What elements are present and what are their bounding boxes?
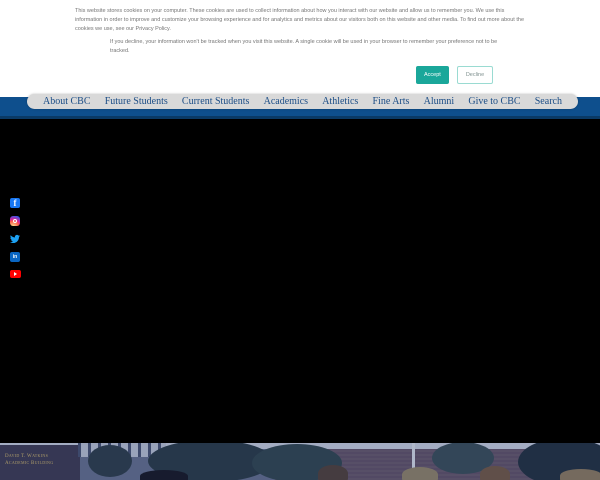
decline-button[interactable]: Decline <box>457 66 493 84</box>
building-sign-line1: David T. Watkins <box>5 454 49 459</box>
nav-item-current-students[interactable]: Current Students <box>181 96 250 107</box>
facebook-icon[interactable] <box>10 198 20 208</box>
social-media-rail <box>10 198 21 278</box>
nav-item-give-to-cbc[interactable]: Give to CBC <box>468 96 521 107</box>
linkedin-glyph: in <box>12 254 18 260</box>
twitter-icon[interactable] <box>10 234 20 244</box>
nav-item-athletics[interactable]: Athletics <box>322 96 359 107</box>
nav-item-academics[interactable]: Academics <box>263 96 309 107</box>
cookie-decline-note: If you decline, your information won't be tracked when you visit this website. A single cookie will be used in your browser to remember your preference not to be tracked. <box>110 39 498 54</box>
photo-blue-tint-overlay <box>0 443 600 480</box>
page-content-area <box>0 122 600 443</box>
building-sign-line2: Academic Building <box>5 461 54 466</box>
campus-photo <box>0 443 600 480</box>
accept-button[interactable]: Accept <box>416 66 449 84</box>
nav-item-alumni[interactable]: Alumni <box>423 96 455 107</box>
instagram-icon[interactable] <box>10 216 20 226</box>
nav-item-about-cbc[interactable]: About CBC <box>43 96 91 107</box>
main-navbar <box>0 97 600 119</box>
nav-item-search[interactable]: Search <box>534 96 562 107</box>
nav-item-future-students[interactable]: Future Students <box>104 96 168 107</box>
nav-menu-pill <box>27 94 578 109</box>
cookie-message: This website stores cookies on your computer. These cookies are used to collect information about how you interact with our website and allow us to remember you. We use this information in order to improve and customize your browsing experience and for analytics and metrics about our visitors both on this website and other media. To find out more about the cookies we use, see our Privacy Policy. <box>75 8 524 32</box>
building-sign <box>5 453 53 467</box>
facebook-glyph: f <box>13 198 17 208</box>
cookie-banner <box>0 0 600 97</box>
instagram-lens-glyph <box>13 219 17 223</box>
cookie-actions <box>416 66 493 84</box>
twitter-bird-glyph <box>10 234 20 244</box>
youtube-icon[interactable] <box>10 270 21 278</box>
youtube-play-glyph <box>14 272 17 276</box>
nav-item-fine-arts[interactable]: Fine Arts <box>372 96 410 107</box>
linkedin-icon[interactable] <box>10 252 20 262</box>
